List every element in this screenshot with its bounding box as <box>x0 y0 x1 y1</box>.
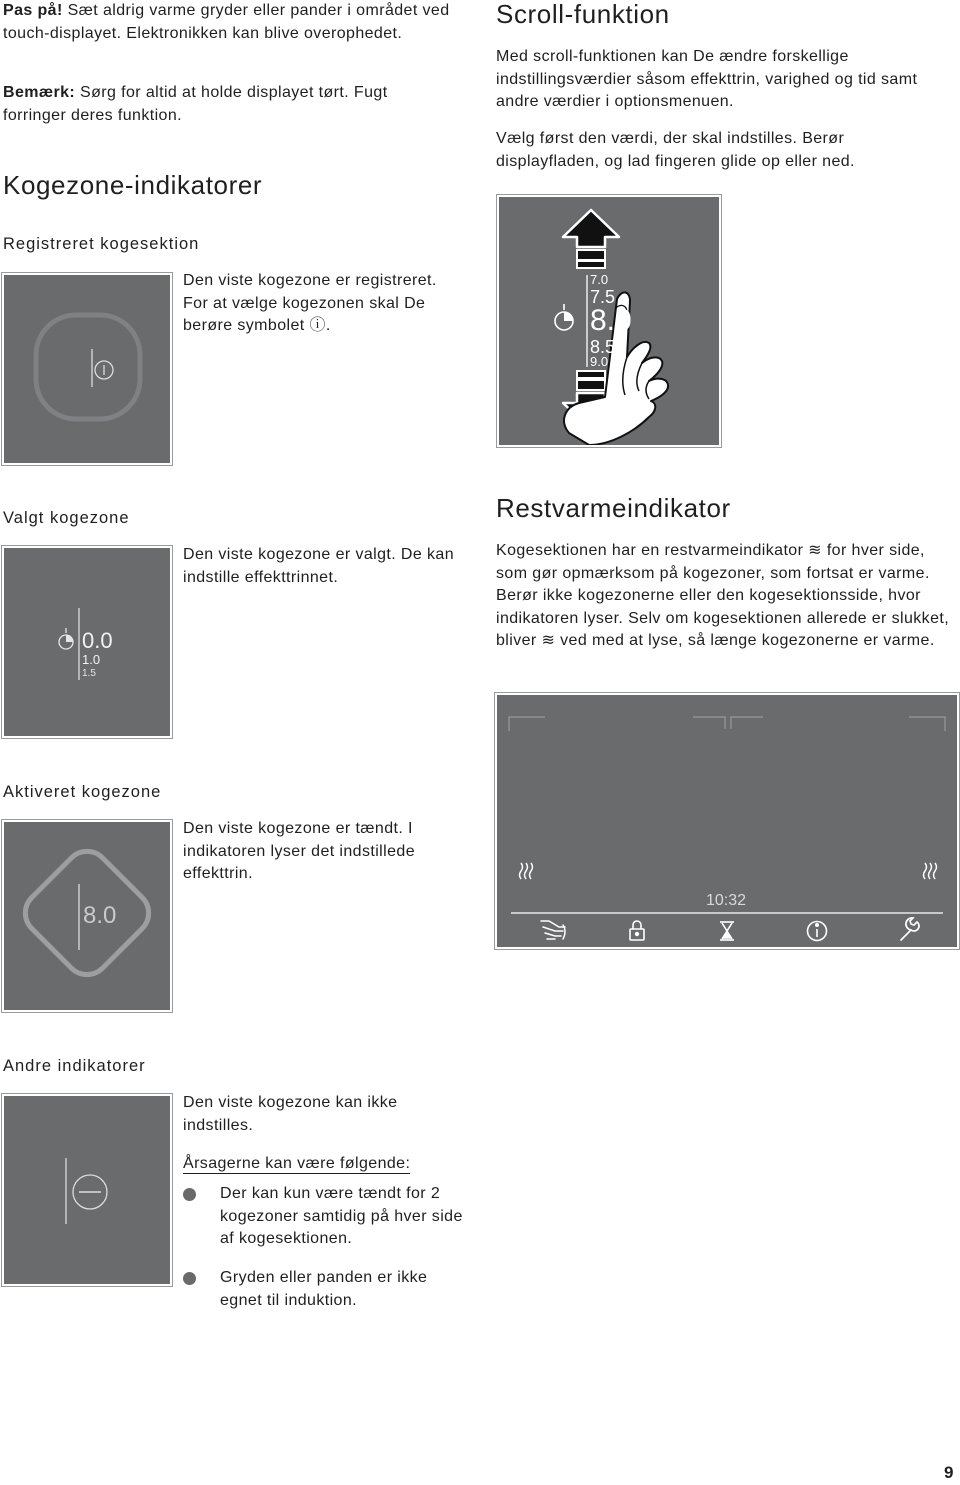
warning-label: Pas på! <box>3 2 63 19</box>
clock-display: 10:32 <box>706 892 747 909</box>
note-text: Sørg for altid at holde displayet tørt. Fugt forringer deres funktion. <box>3 84 388 124</box>
scroll-value-2: 7.5 <box>590 287 616 307</box>
selected-heading: Valgt kogezone <box>3 509 130 527</box>
warning-text: Sæt aldrig varme gryder eller pander i området ved touch-displayet. Elektronikken kan blive overophedet. <box>3 2 450 42</box>
activated-value: 8.0 <box>83 902 117 929</box>
wipe-protection-icon[interactable] <box>541 921 565 939</box>
scroll-paragraph-2: Vælg først den værdi, der skal indstilles. Berør displayfladen, og lad fingeren glide op eller ned. <box>496 130 855 170</box>
causes-title: Årsagerne kan være følgende: <box>183 1155 411 1172</box>
registered-zone-panel <box>4 275 170 463</box>
other-heading: Andre indikatorer <box>3 1057 146 1075</box>
other-description: Den viste kogezone kan ikke indstilles. <box>183 1094 398 1134</box>
timer-icon[interactable] <box>720 922 734 940</box>
restvarme-title: Restvarmeindikator <box>496 493 731 523</box>
restvarme-paragraph: Kogesektionen har en restvarmeindikator ≋ for hver side, som gør opmærksom på kogezoner, som fortsat er varme. Berør ikke kogezonerne eller den kogesektionsside, hvor indikatoren lyser. Selv om kogesektionen allerede er slukket, bliver ≋ ved med at lyse, så længe kogezonerne er varme. <box>496 542 950 649</box>
warning-paragraph <box>3 0 463 45</box>
bullet-dot <box>183 1188 196 1201</box>
selected-value-next: 1.0 <box>82 652 101 667</box>
scroll-value-5: 9.0 <box>590 354 609 369</box>
registered-heading: Registreret kogesektion <box>3 235 200 253</box>
selected-zone-panel <box>4 548 170 736</box>
registered-description: Den viste kogezone er registreret. For at vælge kogezonen skal De berøre symbolet ⓘ. <box>183 272 437 334</box>
selected-value-main: 0.0 <box>82 628 113 653</box>
info-icon[interactable] <box>808 922 827 941</box>
scroll-value-1: 7.0 <box>590 272 609 287</box>
bullet-dot <box>183 1272 196 1285</box>
cause-item-1: Der kan kun være tændt for 2 kogezoner samtidig på hver side af kogesektionen. <box>220 1185 463 1247</box>
scroll-title: Scroll-funktion <box>496 0 670 29</box>
info-icon[interactable] <box>95 361 113 379</box>
selected-value-next2: 1.5 <box>82 668 96 679</box>
activated-zone-panel <box>4 822 170 1010</box>
scroll-value-3: 8.0 <box>590 304 632 337</box>
scroll-paragraph-1: Med scroll-funktionen kan De ændre forskellige indstillingsværdier såsom effekttrin, varighed og tid samt andre værdier i optionsmenuen. <box>496 48 918 110</box>
power-level-icon <box>59 628 73 649</box>
power-level-icon <box>555 304 573 330</box>
note-paragraph <box>3 82 453 127</box>
note-label: Bemærk: <box>3 84 76 101</box>
residual-heat-icon-left <box>520 863 533 879</box>
scroll-illustration-panel <box>499 197 719 445</box>
scroll-value-4: 8.5 <box>590 337 616 357</box>
wrench-icon[interactable] <box>901 918 919 940</box>
lock-icon[interactable] <box>630 921 644 940</box>
hob-overview-panel <box>497 695 957 947</box>
page-number: 9 <box>944 1463 954 1482</box>
activated-heading: Aktiveret kogezone <box>3 783 162 801</box>
left-section-title: Kogezone-indikatorer <box>3 170 263 200</box>
selected-description: Den viste kogezone er valgt. De kan indstille effekttrinnet. <box>183 546 455 586</box>
scroll-up-arrow-icon <box>563 210 619 247</box>
residual-heat-icon-right <box>924 863 937 879</box>
minus-circle-icon <box>73 1175 107 1209</box>
activated-description: Den viste kogezone er tændt. I indikatoren lyser det indstillede effekttrin. <box>183 820 415 882</box>
other-zone-panel <box>4 1096 170 1284</box>
cause-item-2: Gryden eller panden er ikke egnet til induktion. <box>220 1269 428 1309</box>
